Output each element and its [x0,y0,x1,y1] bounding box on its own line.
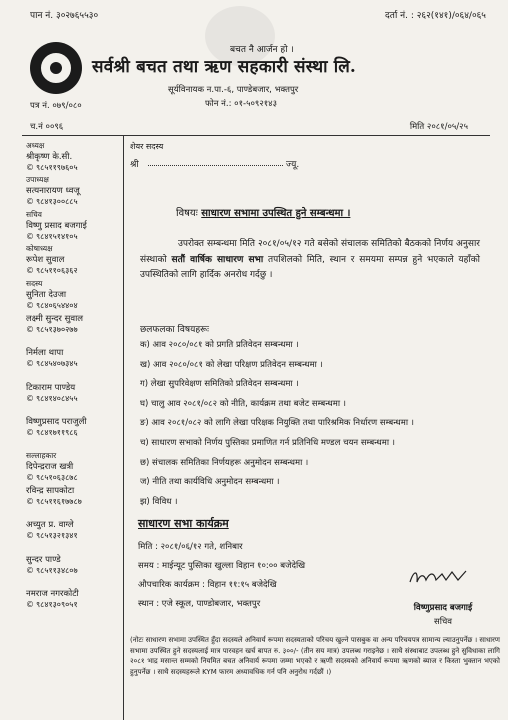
org-logo [30,42,82,94]
agenda-item: ङ) आव २०८१/०८२ को लागि लेखा परिक्षक नियुक्ति तथा पारिश्रमिक निर्धारण सम्बन्धमा । [140,418,414,429]
phone-icon: © [26,163,34,172]
committee-member [26,519,122,553]
phone-icon: © [26,324,34,334]
agenda-item: ज) नीति तथा कार्यविधि अनुमोदन सम्बन्धमा । [140,477,280,488]
agenda-item: छ) संचालक समितिका निर्णयहरू अनुमोदन सम्बन्धमा । [140,457,309,468]
recipient-name-blank [148,165,283,166]
member-role: सल्लाहकार [26,450,57,460]
agenda-item: क) आव २०८०/०८१ को प्रगति प्रतिवेदन सम्बन्धमा । [140,340,299,350]
member-name: श्रीकृष्ण के.सी. [26,152,73,162]
committee-member [26,141,122,175]
member-name: रूपेश सुवाल [26,255,65,266]
member-name: सुन्दर पाण्डे [26,554,61,565]
member-role: सचिव [26,209,42,219]
footer-note: (नोटः साधारण सभामा उपस्थित हुँदा सदस्यले अनिवार्य रूपमा सदस्यताको परिचय खुल्ने पासबुक वा अन्य परिचयपत्र सामान्य ल्याउनुपर्नेछ । साधारण सभामा उपस्थित हुने सदस्यलाई मात्र पारवहन खर्च बापत रु. ३००/- (तीन सय मात्र) उपलब्ध गराइनेछ । साथै संस्थाबाट उपलब्ध हुने सुविधाका लागि २०८१ भाद्र मसान्त सम्मको नियमित बचत अनिवार्य रूपमा जम्मा भएको र ऋणी सदस्यको अनिवार्य रूपमा ऋणको ब्याज र किस्ता भुक्तान भएको हुनुपर्नेछ । साथै सदस्यहरूले KYM फारम अध्यावधिक गर्न पनि अनुरोध गर्दछौं ।) [130,636,500,676]
committee-member [26,244,122,278]
phone-icon: © [26,231,34,241]
agenda-item: च) साधारण सभाको निर्णय पुस्तिका प्रमाणित गर्न प्रतिनिधि मण्डल चयन सम्बन्धमा । [140,437,395,448]
agenda-item: घ) चालु आव २०८१/०८२ को नीति, कार्यक्रम तथा बजेट सम्बन्धमा । [140,398,346,409]
phone-icon: © [26,531,34,541]
committee-member [26,416,122,450]
signer-name: विष्णुप्रसाद बजगाई [413,603,473,613]
recipient-type: शेयर सदस्य [130,142,164,151]
member-name: लक्ष्मी सुन्दर सुवाल [26,313,84,324]
member-name: दिपेन्द्रराज खत्री [26,461,74,472]
committee-member [26,347,122,381]
member-name: विष्णुप्रसाद पराजुली [26,417,87,428]
phone-icon: © [26,565,34,575]
member-phone: © ९८५१३२१३४१ [26,531,78,541]
letter-subject: विषयः साधारण सभामा उपस्थित हुने सम्बन्धमा । [176,208,351,219]
phone-icon: © [26,393,34,403]
member-phone: © ९८५१३७०२७७ [26,324,78,334]
member-phone: © ९८४१३०९०५१ [26,600,78,610]
member-phone: © ९८५१०६३८७८ [26,472,78,482]
phone-icon: © [26,266,34,276]
member-name: टिकाराम पाण्डेय [26,382,76,393]
committee-member [26,175,122,209]
agm-program-title: साधारण सभा कार्यक्रम [138,517,229,530]
org-phone: फोन नं.: ०१-५०९२१४३ [205,99,278,109]
sidebar-divider [123,136,124,720]
agenda-list [140,339,490,515]
phone-icon: © [26,197,34,207]
member-phone: © ९८४१३००८८५ [26,197,78,207]
member-phone: © ९८५११०६३६२ [26,266,78,276]
signer-title: सचिव [433,617,453,627]
phone-icon: © [26,600,34,610]
committee-member [26,313,122,347]
agenda-item: ख) आव २०८०/०८१ को लेखा परिक्षण प्रतिवेदन सम्बन्धमा । [140,359,323,370]
committee-sidebar [26,141,122,622]
committee-member [26,485,122,519]
committee-member [26,382,122,416]
phone-icon: © [26,472,34,482]
agm-venue: स्थान : एजे स्कूल, पाण्डोबजार, भक्तपुर [138,599,261,609]
member-phone: © ९८४१७११९८६ [26,428,78,438]
member-phone: © ९८४१५१४१०५ [26,231,78,241]
agm-highlight: सतौं वार्षिक साधारण सभा [171,254,264,265]
member-phone: © ९८५११९७६०५ [26,163,78,172]
committee-member [26,588,122,622]
dispatch-number: च.नं ००९६ [30,122,64,132]
agm-formal-time: औपचारिक कार्यक्रम : विहान ११:१५ बजेदेखि [138,580,277,590]
handwritten-signature [408,568,472,586]
member-phone: © ९८४५४०७३४५ [26,359,78,369]
member-phone: © ९८४१४०८४५५ [26,393,78,403]
letter-number: पत्र नं. ०७९/०८० [30,101,82,111]
member-role: उपाध्यक्ष [26,175,49,185]
committee-member [26,451,122,485]
letter-date: मिति २०८१/०५/२५ [409,122,468,132]
org-name: सर्वश्री बचत तथा ऋण सहकारी संस्था लि. [92,57,357,77]
member-phone: © ९८५११३४८०७ [26,565,78,575]
member-phone: © ९८४०६५४४०४ [26,300,78,310]
member-name: निर्मला थापा [26,348,64,359]
phone-icon: © [26,359,34,369]
member-role: अध्यक्ष [26,141,45,150]
agenda-title: छलफलका विषयहरूः [140,325,209,335]
member-role: सदस्य [26,278,43,288]
member-name: सुनिता देउजा [26,289,67,300]
pan-number: पान नं. ३०२७६५५३० [30,11,99,21]
org-slogan: बचत नै आर्जन हो । [230,45,294,55]
header-divider [22,135,490,136]
phone-icon: © [26,300,34,310]
member-phone: © ९८५११६१७७८७ [26,496,82,506]
phone-icon: © [26,496,34,506]
org-address: सूर्यविनायक न.पा.-६, पाण्डेबजार, भक्तपुर [168,85,299,95]
recipient-suffix: ज्यू. [286,160,300,170]
phone-icon: © [26,428,34,438]
member-name: नमराज नगरकोटी [26,589,79,600]
agenda-item: ग) लेखा सुपरिवेक्षण समितिको प्रतिवेदन सम्बन्धमा । [140,379,299,390]
agm-time: समय : माईन्यूट पुस्तिका खुल्ला विहान १०:०० बजेदेखि [138,561,306,571]
member-name: सत्यनारायण ध्वजू [26,186,80,197]
letter-body: उपरोक्त सम्बन्धमा मिति २०८१/०५/१२ गते बसेको संचालक समितिको बैठकको निर्णय अनुसार संस्थाको सतौं वार्षिक साधारण सभा तपशिलको मिति, स्थान र समयमा सम्पन्न हुने भएकाले यहाँको उपस्थितिको लागि हार्दिक अनरोध गर्दछु । [140,239,480,280]
member-name: रविन्द्र सापकोटा [26,485,75,496]
committee-member [26,279,122,313]
committee-member [26,210,122,244]
registration-number: दर्ता नं. : २६२(१४१)/०६४/०६५ [385,11,486,21]
agenda-item: झ) विविध । [140,496,178,507]
member-name: विष्णु प्रसाद बजगाई [26,220,87,231]
member-role: कोषाध्यक्ष [26,244,53,254]
recipient-prefix: श्री [130,160,139,170]
committee-member [26,554,122,588]
member-name: अच्युत प्र. वाग्ले [26,520,74,531]
agm-date: मिति : २०८१/०६/१२ गते, शनिबार [138,542,243,552]
